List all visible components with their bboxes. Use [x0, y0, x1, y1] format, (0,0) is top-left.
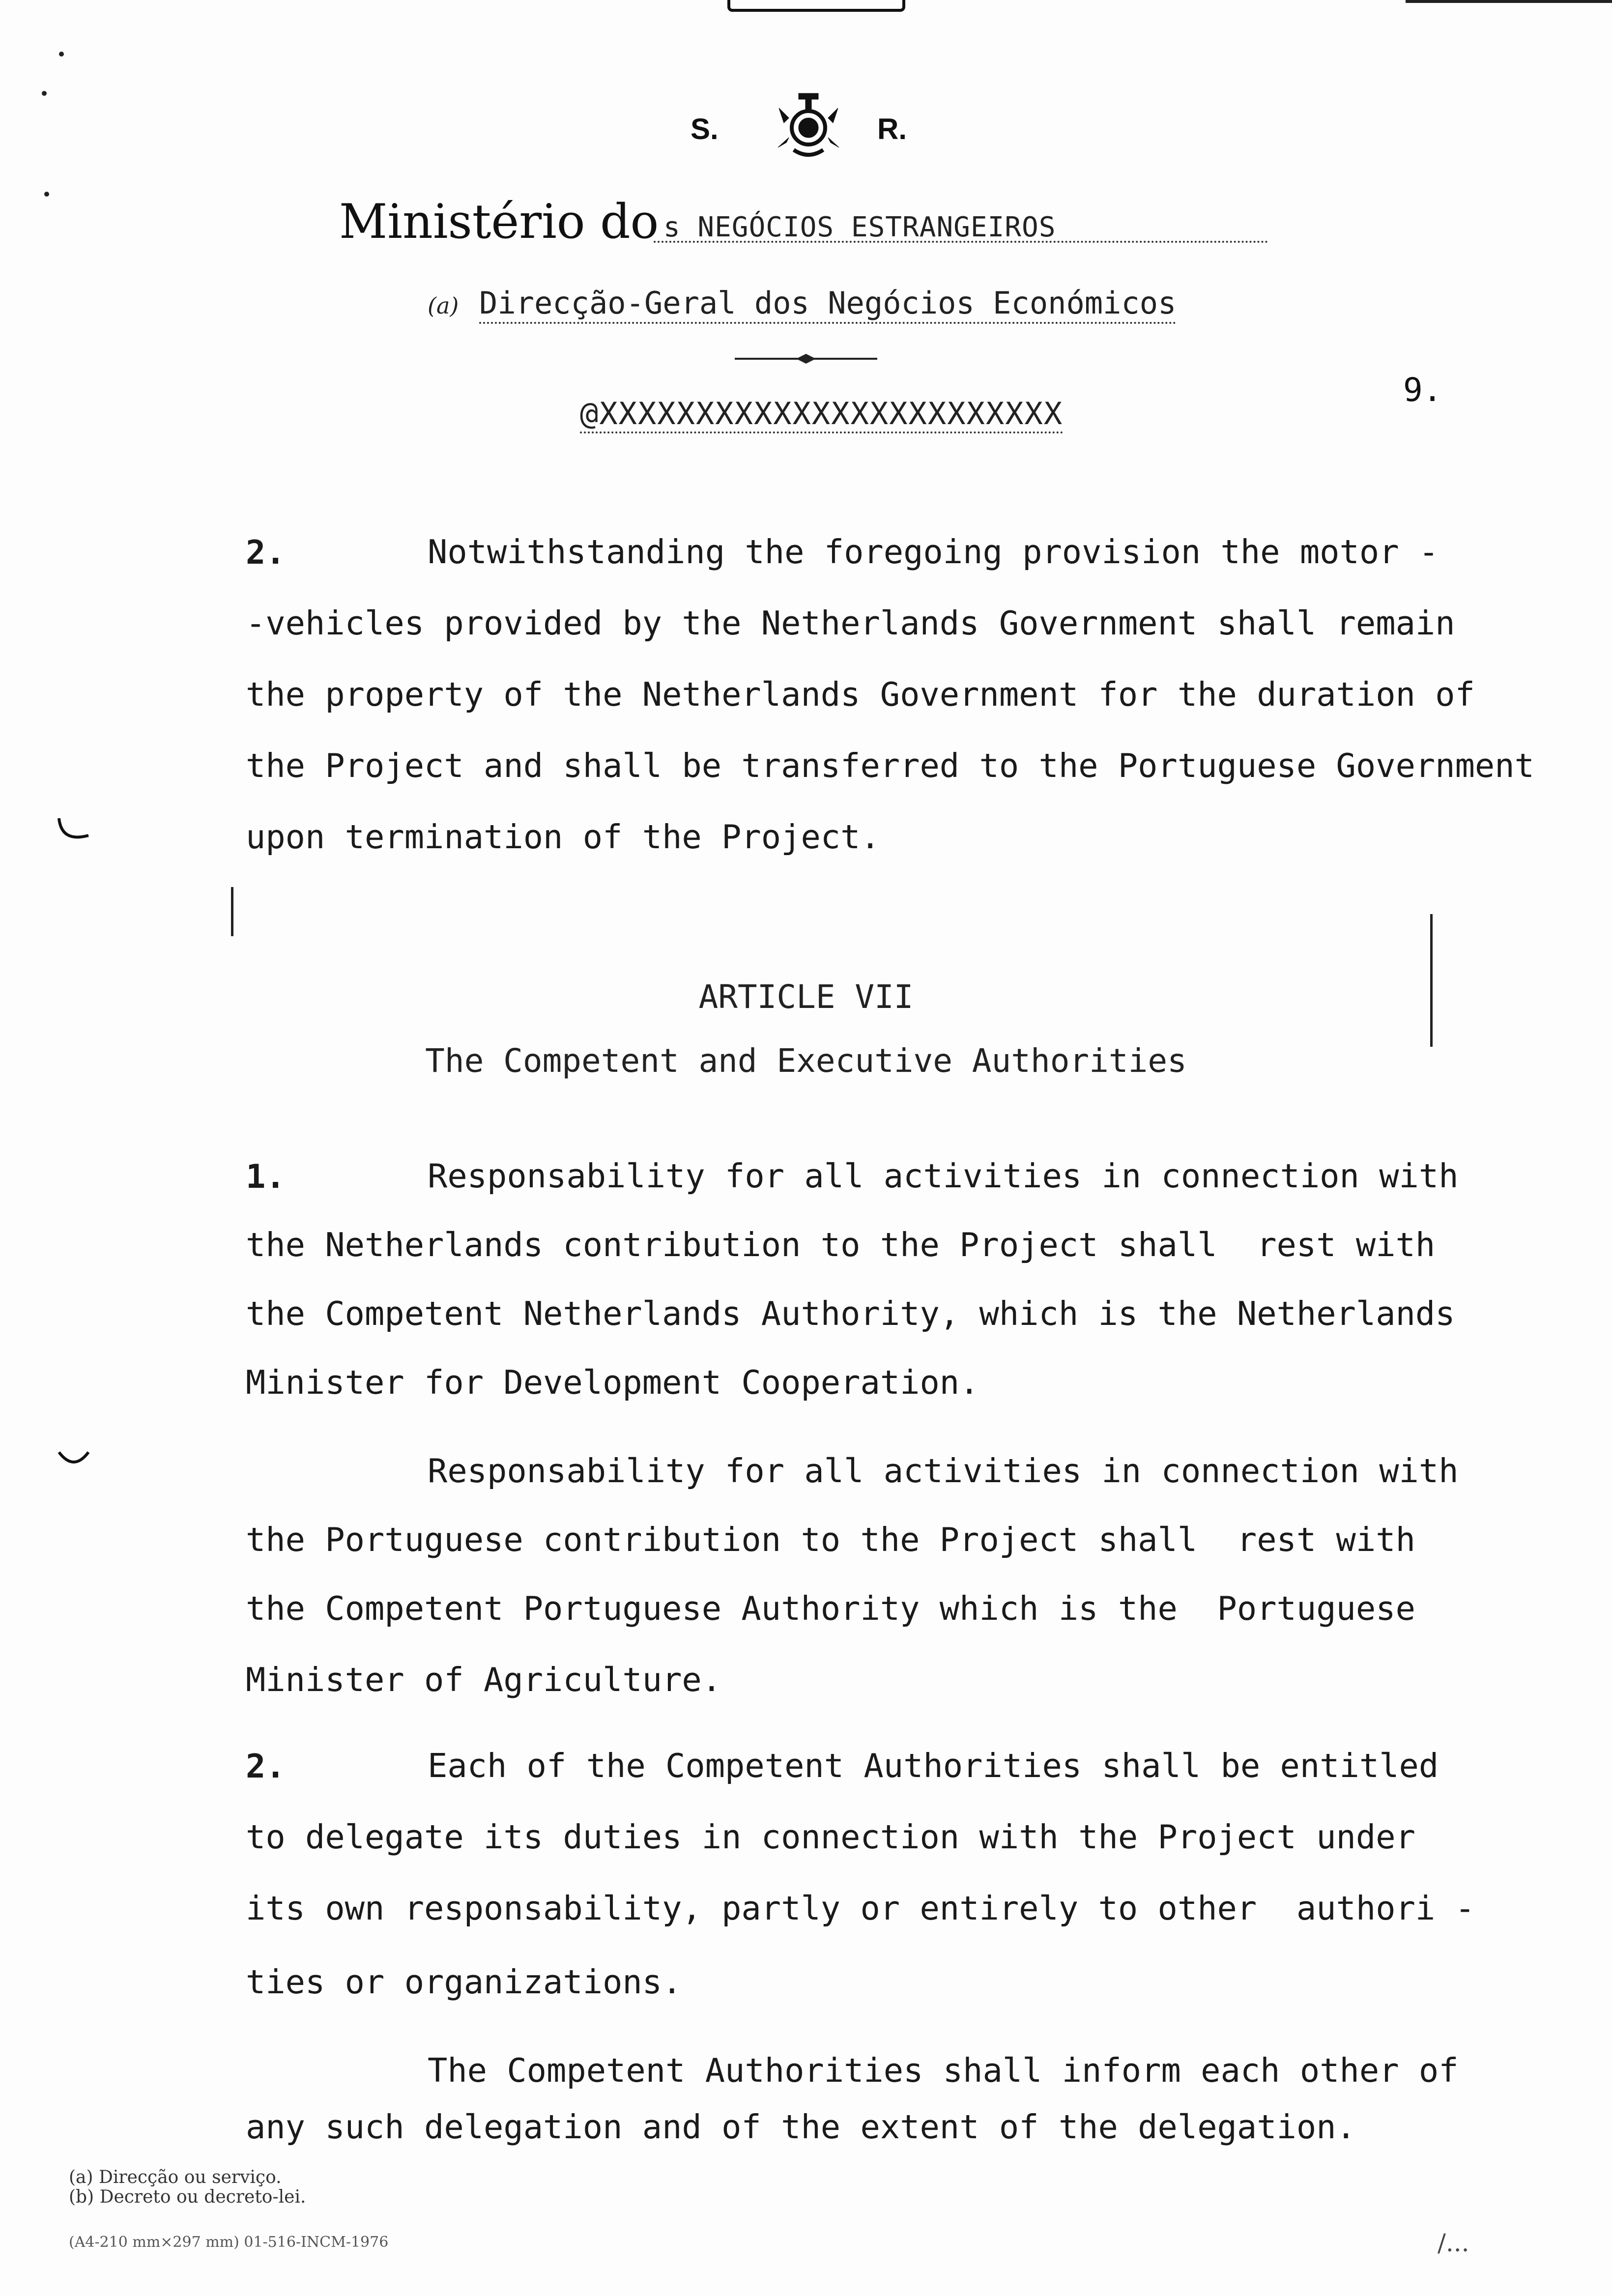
ministry-label: Ministério do: [339, 194, 659, 249]
clause-number: 2.: [246, 1747, 286, 1785]
section-line: -vehicles provided by the Netherlands Government shall remain: [246, 604, 1455, 642]
section-line: Notwithstanding the foregoing provision the motor -: [428, 533, 1439, 571]
footnote-b: (b) Decreto ou decreto-lei.: [69, 2187, 306, 2207]
clause-line: Each of the Competent Authorities shall be entitled: [428, 1747, 1439, 1785]
printer-imprint: (A4-210 mm×297 mm) 01-516-INCM-1976: [69, 2234, 389, 2251]
clause-line: ties or organizations.: [246, 1963, 682, 2001]
letterhead-r: R.: [877, 113, 907, 145]
clause-line: the Competent Netherlands Authority, which is the Netherlands: [246, 1294, 1455, 1333]
hole-punch-mark: [54, 1447, 93, 1477]
clause-line: Minister for Development Cooperation.: [246, 1363, 979, 1402]
page-number: 9.: [1403, 371, 1442, 409]
ornament-divider: [735, 351, 877, 366]
clause-line: Responsability for all activities in connection with: [428, 1157, 1459, 1195]
speck: [44, 192, 49, 197]
clause-line: the Portuguese contribution to the Project shall rest with: [246, 1521, 1415, 1559]
letterhead-s: S.: [691, 113, 719, 145]
footnote-a: (a) Direcção ou serviço.: [69, 2167, 282, 2187]
clause-line: the Competent Portuguese Authority which is the Portuguese: [246, 1589, 1415, 1628]
clause-line: Minister of Agriculture.: [246, 1661, 722, 1699]
ministry-dotted-rule: [654, 241, 1268, 243]
clause-line: any such delegation and of the extent of the delegation.: [246, 2108, 1356, 2146]
speck: [42, 91, 47, 96]
direction-prefix: (a): [428, 292, 459, 319]
directorate-name: Direcção-Geral dos Negócios Económicos: [479, 285, 1176, 324]
clause-line: Responsability for all activities in connection with: [428, 1452, 1459, 1490]
continuation-mark: /...: [1438, 2229, 1469, 2257]
clause-line: the Netherlands contribution to the Project shall rest with: [246, 1226, 1436, 1264]
margin-line: [1430, 914, 1433, 1047]
margin-line: [231, 887, 233, 936]
ministry-name: s NEGÓCIOS ESTRANGEIROS: [663, 211, 1056, 243]
clause-number: 1.: [246, 1157, 286, 1196]
clause-line: to delegate its duties in connection with the Project under: [246, 1818, 1415, 1856]
top-binding-mark: [727, 0, 905, 12]
struck-out-line: @XXXXXXXXXXXXXXXXXXXXXXXX: [580, 396, 1063, 433]
clause-line: The Competent Authorities shall inform each other of: [428, 2051, 1459, 2090]
hole-punch-mark: [54, 816, 93, 845]
section-line: the Project and shall be transferred to the Portuguese Government: [246, 746, 1534, 785]
section-line: the property of the Netherlands Government for the duration of: [246, 675, 1475, 714]
clause-line: its own responsability, partly or entirely to other authori -: [246, 1889, 1475, 1927]
section-number: 2.: [246, 533, 286, 572]
section-line: upon termination of the Project.: [246, 818, 880, 856]
article-title: ARTICLE VII: [698, 978, 914, 1016]
article-subtitle: The Competent and Executive Authorities: [425, 1042, 1187, 1080]
speck: [59, 52, 64, 57]
coat-of-arms-icon: [764, 88, 853, 162]
top-right-edge-line: [1406, 0, 1612, 3]
